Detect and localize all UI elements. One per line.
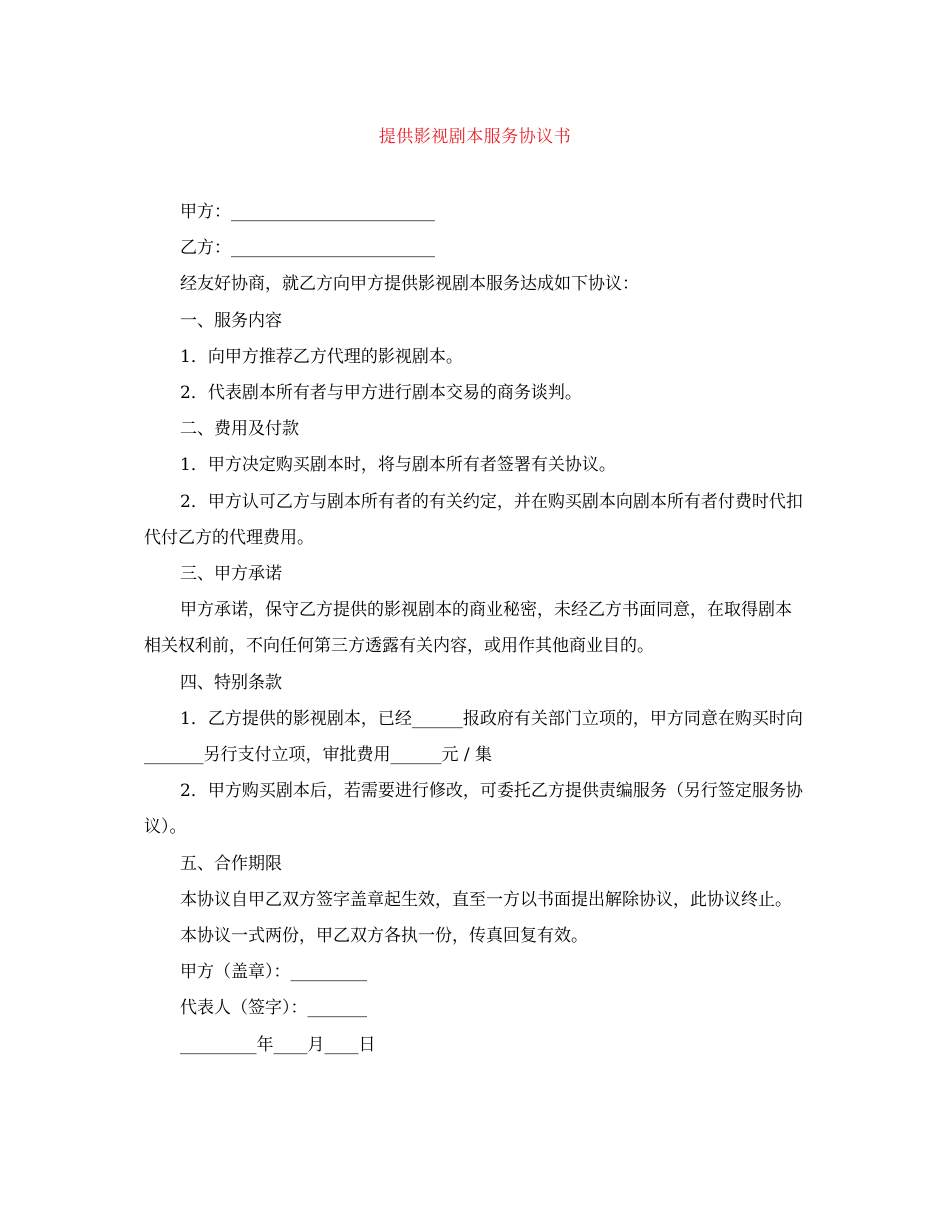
date-line: _________年____月____日 xyxy=(180,1034,376,1055)
section-heading: 三、甲方承诺 xyxy=(180,564,282,585)
party-a-line: 甲方：________________________ xyxy=(180,202,435,222)
clause: 1．甲方决定购买剧本时，将与剧本所有者签署有关协议。 xyxy=(180,455,616,476)
representative-signature-line: 代表人（签字）：_______ xyxy=(180,998,367,1019)
clause: 1．向甲方推荐乙方代理的影视剧本。 xyxy=(180,346,463,367)
clause: 2．代表剧本所有者与甲方进行剧本交易的商务谈判。 xyxy=(180,383,582,404)
section-heading: 五、合作期限 xyxy=(180,853,282,874)
document-body xyxy=(144,194,806,1063)
party-b-line: 乙方：________________________ xyxy=(180,238,435,259)
clause: 2．甲方购买剧本后，若需要进行修改，可委托乙方提供责编服务（另行签定服务协议）。 xyxy=(144,781,803,838)
section-heading: 四、特别条款 xyxy=(180,672,282,693)
document-title: 提供影视剧本服务协议书 xyxy=(378,127,572,147)
clause: 本协议一式两份，甲乙双方各执一份，传真回复有效。 xyxy=(180,926,588,947)
preamble: 经友好协商，就乙方向甲方提供影视剧本服务达成如下协议： xyxy=(180,274,639,295)
clause: 甲方承诺，保守乙方提供的影视剧本的商业秘密，未经乙方书面同意，在取得剧本相关权利前，不向任何第三方透露有关内容，或用作其他商业目的。 xyxy=(144,600,792,657)
clause: 本协议自甲乙双方签字盖章起生效，直至一方以书面提出解除协议，此协议终止。 xyxy=(180,889,792,910)
section-heading: 二、费用及付款 xyxy=(180,419,299,440)
party-a-seal-line: 甲方（盖章）：_________ xyxy=(180,962,367,983)
clause: 2．甲方认可乙方与剧本所有者的有关约定，并在购买剧本向剧本所有者付费时代扣代付乙方的代理费用。 xyxy=(144,491,803,548)
section-heading: 一、服务内容 xyxy=(180,310,282,331)
clause: 1．乙方提供的影视剧本，已经______报政府有关部门立项的，甲方同意在购买时向_______另行支付立项，审批费用______元 / 集 xyxy=(144,708,803,766)
